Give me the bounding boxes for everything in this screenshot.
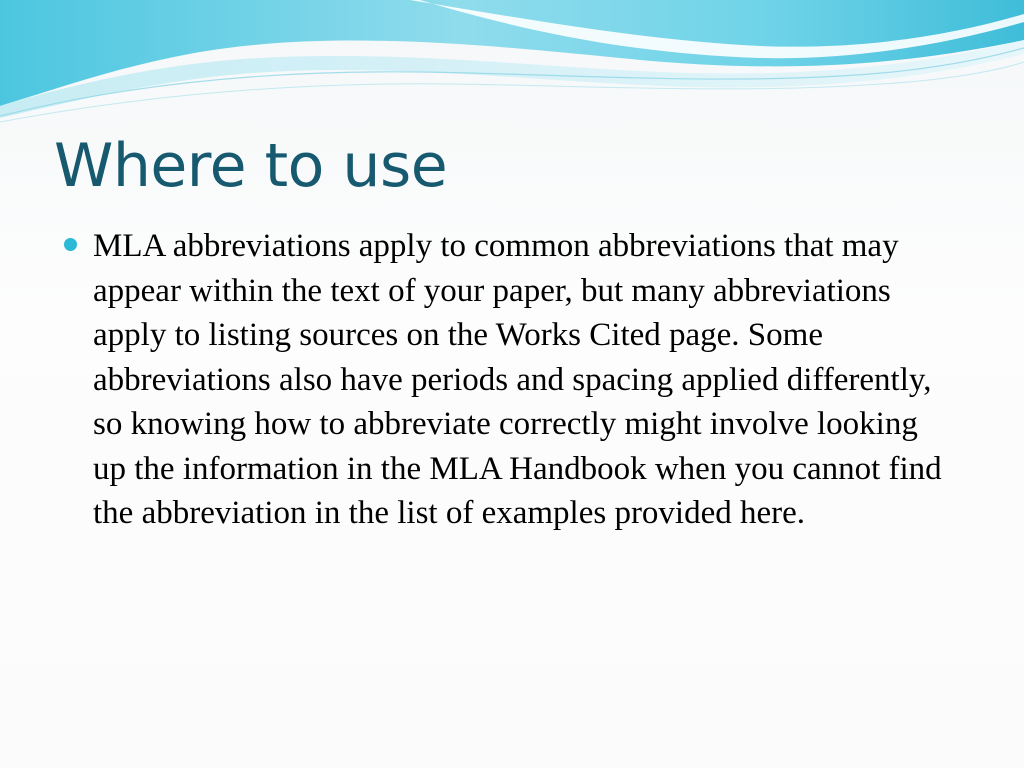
slide-title: Where to use xyxy=(54,131,448,201)
bullet-text: MLA abbreviations apply to common abbreviations that may appear within the text of your paper, but many abbreviations apply to listing sources on the Works Cited page. Some abbreviations also have periods and spacing applied differently, so knowing how to abbreviate correctly might involve looking up the information in the MLA Handbook when you cannot find the abbreviation in the list of examples provided here. xyxy=(93,228,942,531)
decorative-wave-header xyxy=(0,0,1024,130)
bullet-item xyxy=(64,224,964,536)
slide-content xyxy=(64,224,964,536)
bullet-dot-icon xyxy=(64,238,77,251)
